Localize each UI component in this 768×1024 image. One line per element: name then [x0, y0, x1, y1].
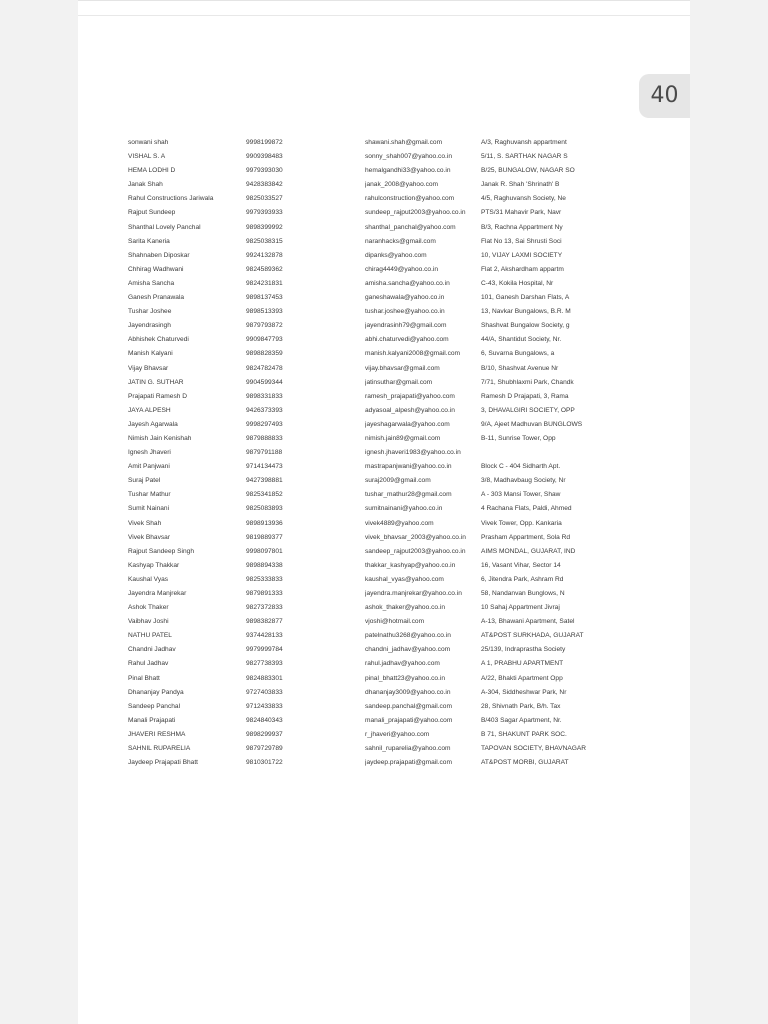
contact-phone: 9712433833: [246, 702, 283, 710]
contact-name: Prajapati Ramesh D: [128, 392, 188, 400]
contact-email: sandeep.panchal@gmail.com: [365, 702, 452, 710]
contact-address: Ramesh D Prajapati, 3, Rama: [481, 392, 569, 400]
contact-phone: 9879791188: [246, 449, 283, 457]
contact-phone: 9998297493: [246, 420, 283, 428]
contact-email: manish.kalyani2008@gmail.com: [365, 350, 461, 358]
table-row: [128, 573, 602, 587]
contact-email: ramesh_prajapati@yahoo.com: [365, 392, 455, 400]
contact-email: ashok_thaker@yahoo.co.in: [365, 604, 446, 612]
contact-email: naranhacks@gmail.com: [365, 237, 436, 245]
contact-email: shanthal_panchal@yahoo.com: [365, 223, 456, 231]
contact-address: Shashvat Bungalow Society, g: [481, 322, 570, 330]
contact-name: VISHAL S. A: [128, 153, 166, 161]
table-row: [128, 559, 602, 573]
contact-name: Vivek Bhavsar: [128, 533, 171, 541]
contact-phone: 9898299937: [246, 730, 283, 738]
contact-phone: 9904599344: [246, 378, 283, 386]
table-row: [128, 319, 602, 333]
contact-address: Vivek Tower, Opp. Kankaria: [481, 519, 562, 527]
contact-phone: 9879888833: [246, 434, 283, 442]
contact-email: jaydeep.prajapati@gmail.com: [365, 759, 452, 767]
contact-table: [128, 136, 602, 770]
contact-email: ignesh.jhaveri1983@yahoo.co.in: [365, 449, 461, 457]
table-row: [128, 277, 602, 291]
contact-name: Amit Panjwani: [128, 463, 170, 471]
contact-email: vijay.bhavsar@gmail.com: [365, 364, 440, 372]
contact-phone: 9979393933: [246, 209, 283, 217]
contact-name: Chandni Jadhav: [128, 646, 176, 654]
contact-email: sundeep_rajput2003@yahoo.co.in: [365, 209, 466, 217]
contact-address: B/10, Shashvat Avenue Nr: [481, 364, 559, 372]
table-row: [128, 502, 602, 516]
contact-phone: 9727403833: [246, 688, 283, 696]
contact-phone: 9924132878: [246, 251, 283, 259]
contact-email: dhananjay3009@yahoo.co.in: [365, 688, 451, 696]
contact-name: Amisha Sancha: [128, 279, 175, 287]
table-row: [128, 263, 602, 277]
contact-address: A-304, Siddheshwar Park, Nr: [481, 688, 567, 696]
contact-phone: 9998199872: [246, 139, 283, 146]
contact-phone: 9819889377: [246, 533, 283, 541]
contact-email: vivek4889@yahoo.com: [365, 519, 434, 527]
contact-address: 9/A, Ajeet Madhuvan BUNGLOWS: [481, 420, 583, 428]
contact-address: A/3, Raghuvansh appartment: [481, 139, 567, 146]
contact-address: 58, Nandanvan Bunglows, N: [481, 590, 565, 597]
contact-email: tushar_mathur28@gmail.com: [365, 491, 452, 499]
contact-name: Vaibhav Joshi: [128, 618, 169, 626]
table-row: [128, 376, 602, 390]
contact-address: Block C - 404 Sidharth Apt.: [481, 463, 561, 471]
contact-name: Jayendra Manjrekar: [128, 590, 187, 597]
contact-name: Tushar Mathur: [128, 491, 171, 499]
contact-name: Vijay Bhavsar: [128, 364, 169, 372]
contact-name: Manali Prajapati: [128, 716, 176, 724]
contact-address: B/3, Rachna Appartment Ny: [481, 223, 563, 231]
contact-address: 5/11, S. SARTHAK NAGAR S: [481, 153, 568, 161]
contact-name: Sandeep Panchal: [128, 702, 181, 710]
table-row: [128, 333, 602, 347]
table-row: [128, 347, 602, 361]
contact-name: Vivek Shah: [128, 519, 162, 527]
contact-email: kaushal_vyas@yahoo.com: [365, 575, 444, 583]
contact-email: amisha.sancha@yahoo.co.in: [365, 279, 450, 287]
contact-phone: 9879793872: [246, 322, 283, 330]
contact-address: 4/5, Raghuvansh Society, Ne: [481, 195, 566, 203]
contact-phone: 9898513393: [246, 308, 283, 316]
contact-phone: 9825083893: [246, 505, 283, 513]
contact-phone: 9426373393: [246, 406, 283, 414]
contact-name: Rajput Sundeep: [128, 209, 176, 217]
contact-name: Ignesh Jhaveri: [128, 449, 171, 457]
contact-name: Manish Kalyani: [128, 350, 173, 358]
contact-address: 6, Suvarna Bungalows, a: [481, 350, 555, 358]
contact-email: jayendrasinh79@gmail.com: [365, 322, 447, 330]
contact-phone: 9898399992: [246, 223, 283, 231]
contact-email: chandni_jadhav@yahoo.com: [365, 646, 451, 654]
contact-address: 3/8, Madhavbaug Society, Nr: [481, 477, 566, 485]
table-row: [128, 545, 602, 559]
contact-phone: 9879891333: [246, 590, 283, 597]
contact-name: Shanthal Lovely Panchal: [128, 223, 201, 231]
contact-address: A-13, Bhawani Apartment, Satel: [481, 618, 575, 626]
contact-address: 25/139, Indraprastha Society: [481, 646, 566, 654]
contact-address: Janak R. Shah 'Shrinath' B: [481, 181, 560, 189]
contact-name: Rajput Sandeep Singh: [128, 547, 194, 555]
contact-address: 3, DHAVALGIRI SOCIETY, OPP: [481, 406, 575, 414]
contact-phone: 9824883301: [246, 674, 283, 682]
contact-email: pinal_bhatt23@yahoo.co.in: [365, 674, 446, 682]
contact-name: Dhananjay Pandya: [128, 688, 184, 696]
table-row: [128, 460, 602, 474]
contact-name: Jayesh Agarwala: [128, 420, 178, 428]
contact-phone: 9898913936: [246, 519, 283, 527]
table-row: [128, 657, 602, 671]
contact-phone: 9898137453: [246, 294, 283, 302]
contact-address: A - 303 Mansi Tower, Shaw: [481, 491, 561, 499]
table-row: [128, 418, 602, 432]
table-row: [128, 531, 602, 545]
table-row: [128, 742, 602, 756]
contact-address: Flat 2, Akshardham appartm: [481, 265, 564, 273]
contact-phone: 9824231831: [246, 279, 283, 287]
table-row: [128, 390, 602, 404]
contact-address: 10 Sahaj Appartment Jivraj: [481, 604, 560, 612]
contact-phone: 9714134473: [246, 463, 283, 471]
table-row: [128, 615, 602, 629]
contact-address: 6, Jitendra Park, Ashram Rd: [481, 575, 564, 583]
contact-phone: 9825033527: [246, 195, 283, 203]
contact-name: Ashok Thaker: [128, 604, 169, 612]
table-row: [128, 178, 602, 192]
contact-name: Rahul Constructions Jariwala: [128, 195, 214, 203]
contact-address: 44/A, Shantidut Society, Nr.: [481, 336, 562, 344]
contact-address: 7/71, Shubhlaxmi Park, Chandk: [481, 378, 574, 386]
table-row: [128, 756, 602, 770]
contact-phone: 9824782478: [246, 364, 283, 372]
table-row: [128, 249, 602, 263]
contact-email: thakkar_kashyap@yahoo.co.in: [365, 561, 456, 569]
table-row: [128, 432, 602, 446]
page-number-badge: 40: [639, 74, 690, 118]
contact-email: janak_2008@yahoo.com: [365, 181, 439, 189]
contact-phone: 9979393030: [246, 167, 283, 175]
contact-phone: 9827372833: [246, 604, 283, 612]
contact-address: 28, Shivnath Park, B/h. Tax: [481, 702, 561, 710]
contact-name: sonwani shah: [128, 139, 169, 146]
contact-name: Rahul Jadhav: [128, 660, 169, 668]
table-row: [128, 221, 602, 235]
contact-address: A/22, Bhakti Apartment Opp: [481, 674, 563, 682]
table-row: [128, 643, 602, 657]
contact-phone: 9825038315: [246, 237, 283, 245]
contact-name: Chhirag Wadhwani: [128, 265, 184, 273]
contact-address: 13, Navkar Bungalows, B.R. M: [481, 308, 571, 316]
contact-name: Jayendrasingh: [128, 322, 171, 330]
contact-phone: 9898382877: [246, 618, 283, 626]
contact-email: sonny_shah007@yahoo.co.in: [365, 153, 452, 161]
contact-phone: 9998097801: [246, 547, 283, 555]
contact-email: sandeep_rajput2003@yahoo.co.in: [365, 547, 466, 555]
contact-name: Jaydeep Prajapati Bhatt: [128, 759, 199, 767]
contact-phone: 9827738393: [246, 660, 283, 668]
contact-address: A 1, PRABHU APARTMENT: [481, 660, 564, 668]
contact-email: jayendra.manjrekar@yahoo.co.in: [365, 590, 462, 597]
table-row: [128, 629, 602, 643]
contact-email: adyasoal_alpesh@yahoo.co.in: [365, 406, 455, 414]
contact-phone: 9825333833: [246, 575, 283, 583]
table-row: [128, 672, 602, 686]
table-row: [128, 700, 602, 714]
contact-address: TAPOVAN SOCIETY, BHAVNAGAR: [481, 745, 587, 753]
contact-phone: 9824840343: [246, 716, 283, 724]
contact-address: 10, VIJAY LAXMI SOCIETY: [481, 251, 563, 259]
table-row: [128, 714, 602, 728]
contact-name: Tushar Joshee: [128, 308, 172, 316]
table-row: [128, 192, 602, 206]
table-row: [128, 728, 602, 742]
contact-address: C-43, Kokila Hospital, Nr: [481, 279, 554, 287]
contact-phone: 9979999784: [246, 646, 283, 654]
table-row: [128, 601, 602, 615]
table-row: [128, 150, 602, 164]
contact-address: B 71, SHAKUNT PARK SOC.: [481, 730, 567, 738]
table-row: [128, 474, 602, 488]
contact-email: hemalgandhi33@yahoo.co.in: [365, 167, 451, 175]
table-row: [128, 404, 602, 418]
contact-name: JHAVERI RESHMA: [128, 730, 186, 738]
contact-email: mastrapanjwani@yahoo.co.in: [365, 463, 452, 471]
contact-email: rahul.jadhav@yahoo.com: [365, 660, 440, 668]
table-row: [128, 291, 602, 305]
contact-email: r_jhaveri@yahoo.com: [365, 730, 430, 738]
contact-address: Prasham Appartment, Sola Rd: [481, 533, 571, 541]
contact-email: vjoshi@hotmail.com: [365, 618, 425, 626]
contact-address: AT&POST SURKHADA, GUJARAT: [481, 632, 584, 640]
contact-name: Suraj Patel: [128, 477, 161, 485]
contact-name: NATHU PATEL: [128, 632, 172, 640]
contact-phone: 9898331833: [246, 392, 283, 400]
contact-email: patelnathu3268@yahoo.co.in: [365, 632, 451, 640]
table-row: [128, 164, 602, 178]
contact-name: Ganesh Pranawala: [128, 294, 185, 302]
contact-phone: 9374428133: [246, 632, 283, 640]
contact-phone: 9427398881: [246, 477, 283, 485]
table-row: [128, 305, 602, 319]
contact-name: JAYA ALPESH: [128, 406, 171, 414]
contact-name: Sarita Kaneria: [128, 237, 170, 245]
contact-email: ganeshawala@yahoo.co.in: [365, 294, 445, 302]
contact-email: vivek_bhavsar_2003@yahoo.co.in: [365, 533, 466, 541]
contact-email: sahnil_ruparelia@yahoo.com: [365, 745, 451, 753]
contact-name: JATIN G. SUTHAR: [128, 378, 184, 386]
contact-phone: 9428383842: [246, 181, 283, 189]
contact-email: rahulconstruction@yahoo.com: [365, 195, 455, 203]
contact-address: B-11, Sunrise Tower, Opp: [481, 434, 556, 442]
contact-email: dipanks@yahoo.com: [365, 251, 427, 259]
contact-name: Nimish Jain Kenishah: [128, 434, 192, 442]
contact-address: PTS/31 Mahavir Park, Navr: [481, 209, 562, 217]
table-row: [128, 686, 602, 700]
contact-address: AT&POST MORBI, GUJARAT: [481, 759, 569, 767]
contact-phone: 9825341852: [246, 491, 283, 499]
table-row: [128, 235, 602, 249]
contact-email: tushar.joshee@yahoo.co.in: [365, 308, 445, 316]
table-row: [128, 488, 602, 502]
contact-email: jatinsuthar@gmail.com: [365, 378, 433, 386]
contact-name: Sumit Nainani: [128, 505, 170, 513]
contact-email: nimish.jain89@gmail.com: [365, 434, 441, 442]
table-row: [128, 136, 602, 150]
table-row: [128, 206, 602, 220]
contact-name: Janak Shah: [128, 181, 163, 189]
contact-address: 16, Vasant Vihar, Sector 14: [481, 561, 561, 569]
contact-email: jayeshagarwala@yahoo.com: [365, 420, 450, 428]
contact-name: Abhishek Chaturvedi: [128, 336, 189, 344]
contact-name: HEMA LODHI D: [128, 167, 176, 175]
contact-email: shawani.shah@gmail.com: [365, 139, 443, 146]
contact-name: Pinal Bhatt: [128, 674, 160, 682]
header-divider: [78, 15, 690, 16]
table-row: [128, 362, 602, 376]
contact-address: Flat No 13, Sai Shrusti Soci: [481, 237, 562, 245]
contact-address: B/403 Sagar Apartment, Nr.: [481, 716, 562, 724]
contact-email: chirag4449@yahoo.co.in: [365, 265, 439, 273]
contact-phone: 9824589362: [246, 265, 283, 273]
contact-email: manali_prajapati@yahoo.com: [365, 716, 453, 724]
contact-address: AIMS MONDAL, GUJARAT, IND: [481, 547, 576, 555]
contact-phone: 9898894338: [246, 561, 283, 569]
contact-email: suraj2009@gmail.com: [365, 477, 431, 485]
contact-phone: 9909398483: [246, 153, 283, 161]
contact-name: Shahnaben Diposkar: [128, 251, 190, 259]
contact-address: 4 Rachana Flats, Paldi, Ahmed: [481, 505, 572, 513]
contact-name: Kaushal Vyas: [128, 575, 169, 583]
contact-phone: 9810301722: [246, 759, 283, 767]
contact-phone: 9879729789: [246, 745, 283, 753]
contact-email: abhi.chaturvedi@yahoo.com: [365, 336, 449, 344]
contact-address: 101, Ganesh Darshan Flats, A: [481, 294, 570, 302]
contact-phone: 9898828359: [246, 350, 283, 358]
contact-phone: 9909847793: [246, 336, 283, 344]
contact-email: sumitnainani@yahoo.co.in: [365, 505, 443, 513]
contact-name: SAHNIL RUPARELIA: [128, 745, 191, 753]
table-row: [128, 446, 602, 460]
contact-name: Kashyap Thakkar: [128, 561, 180, 569]
table-row: [128, 587, 602, 601]
contact-address: B/25, BUNGALOW, NAGAR SO: [481, 167, 575, 175]
table-row: [128, 517, 602, 531]
